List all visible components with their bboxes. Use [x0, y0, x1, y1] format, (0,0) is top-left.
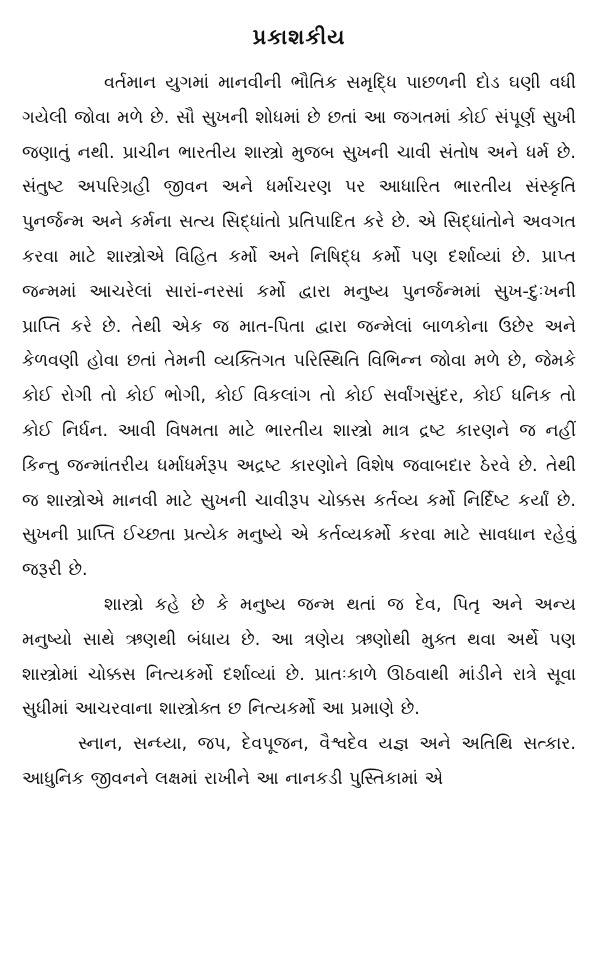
paragraph-1: વર્તમાન યુગમાં માનવીની ભૌતિક સમૃદ્ધિ પાછળની દોડ ઘણી વધી ગયેલી જોવા મળે છે. સૌ સુખની શોધમાં છે છતાં આ જગતમાં કોઈ સંપૂર્ણ સુખી જણાતું નથી. પ્રાચીન ભારતીય શાસ્ત્રો મુજબ સુખની ચાવી સંતોષ અને ધર્મ છે. સંતુષ્ટ અપરિગ્રહી જીવન અને ધર્માચરણ પર આધારિત ભારતીય સંસ્કૃતિ પુનર્જન્મ અને કર્મના સત્ય સિદ્ધાંતો પ્રતિપાદિત કરે છે. એ સિદ્ધાંતોને અવગત કરવા માટે શાસ્ત્રોએ વિહિત કર્મો અને નિષિદ્ધ કર્મો પણ દર્શાવ્યાં છે. પ્રાપ્ત જન્મમાં આચરેલાં સારાં-નરસાં કર્મો દ્વારા મનુષ્ય પુનર્જન્મમાં સુખ-દુઃખની પ્રાપ્તિ કરે છે. તેથી એક જ માત-પિતા દ્વારા જન્મેલાં બાળકોના ઉછેર અને કેળવણી હોવા છતાં તેમની વ્યક્તિગત પરિસ્થિતિ વિભિન્ન જોવા મળે છે, જેમકે કોઈ રોગી તો કોઈ ભોગી, કોઈ વિકલાંગ તો કોઈ સર્વાંગસુંદર, કોઈ ધનિક તો કોઈ નિર્ધન. આવી વિષમતા માટે ભારતીય શાસ્ત્રો માત્ર દ્રષ્ટ કારણને જ નહીં કિન્તુ જન્માંતરીય ધર્માધર્મરૂપ અદ્રષ્ટ કારણોને વિશેષ જવાબદાર ઠેરવે છે. તેથી જ શાસ્ત્રોએ માનવી માટે સુખની ચાવીરૂપ ચોક્કસ કર્તવ્ય કર્મો નિર્દિષ્ટ કર્યાં છે. સુખની પ્રાપ્તિ ઈચ્છતા પ્રત્યેક મનુષ્યે એ કર્તવ્યકર્મો કરવા માટે સાવધાન રહેવું જરૂરી છે. [22, 73, 576, 581]
page-title: પ્રકાશકીય [252, 25, 346, 49]
paragraph-3: સ્નાન, સન્ધ્યા, જપ, દેવપૂજન, વૈશ્વદેવ યજ્ઞ અને અતિથિ સત્કાર. આધુનિક જીવનને લક્ષમાં રાખીને આ નાનકડી પુસ્તિકામાં એ [22, 734, 576, 789]
paragraph-2: શાસ્ત્રો કહે છે કે મનુષ્ય જન્મ થતાં જ દેવ, પિતૃ અને અન્ય મનુષ્યો સાથે ઋણથી બંધાય છે. આ ત્રણેય ઋણોથી મુક્ત થવા અર્થે પણ શાસ્ત્રોમાં ચોક્કસ નિત્યકર્મો દર્શાવ્યાં છે. પ્રાતઃકાળે ઊઠવાથી માંડીને રાત્રે સૂવા સુધીમાં આચરવાના શાસ્ત્રોક્ત છ નિત્યકર્મો આ પ્રમાણે છે. [22, 594, 576, 720]
